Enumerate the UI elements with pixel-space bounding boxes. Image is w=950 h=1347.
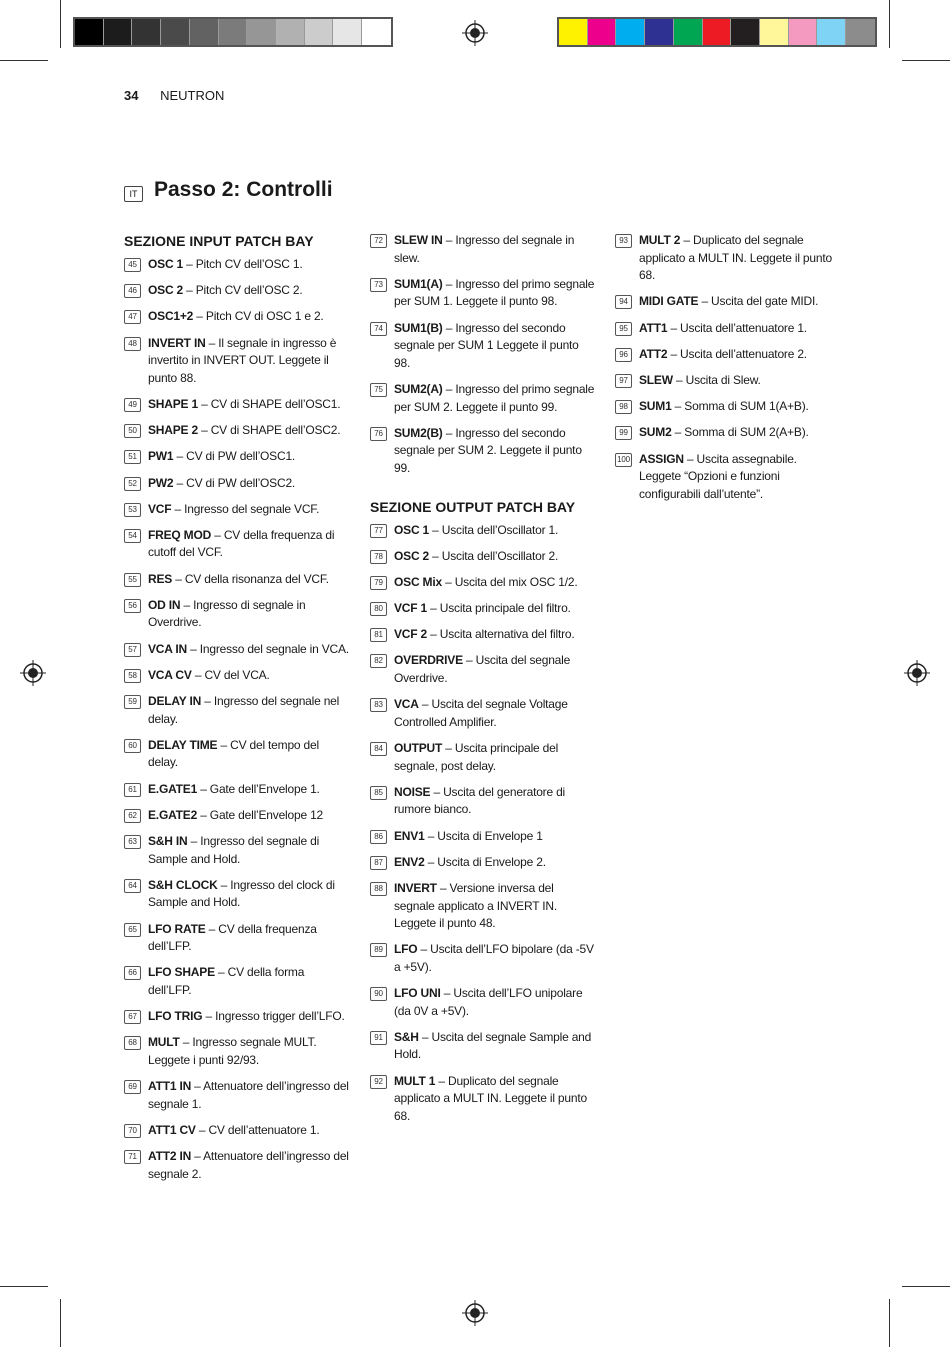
list-item (124, 807, 350, 825)
item-number-badge: 47 (124, 310, 141, 324)
item-number-badge: 51 (124, 450, 141, 464)
item-description: – CV della frequenza di cutoff del VCF. (148, 527, 335, 560)
list-item (124, 396, 350, 414)
list-item (370, 784, 596, 819)
item-number-badge: 95 (615, 322, 632, 336)
list-item (124, 737, 350, 772)
item-number-badge: 58 (124, 669, 141, 683)
color-swatch (789, 19, 818, 45)
color-swatch (559, 19, 588, 45)
list-item (124, 1122, 350, 1140)
item-term: ATT1 CV (148, 1122, 196, 1137)
item-description: – Ingresso del secondo segnale per SUM 2. Leggete il punto 99. (394, 425, 582, 475)
list-item (615, 320, 835, 338)
crop-mark (889, 1299, 890, 1347)
item-term: VCA CV (148, 667, 192, 682)
output-entry-list-cont (615, 232, 835, 503)
item-description: – Ingresso del primo segnale per SUM 2. Leggete il punto 99. (394, 381, 595, 414)
item-term: VCF 1 (394, 601, 428, 616)
item-number-badge: 72 (370, 234, 387, 248)
item-description: – CV del tempo del delay. (148, 737, 319, 770)
item-number-badge: 71 (124, 1150, 141, 1164)
registration-mark-icon (20, 660, 46, 686)
item-term: OSC1+2 (148, 309, 194, 324)
item-number-badge: 53 (124, 503, 141, 517)
list-item (370, 548, 596, 566)
item-term: OSC Mix (394, 574, 442, 589)
item-term: PW2 (148, 475, 174, 490)
item-description: – CV di SHAPE dell’OSC1. (197, 396, 341, 411)
color-swatch (588, 19, 617, 45)
crop-mark (889, 0, 890, 48)
item-term: SHAPE 1 (148, 396, 198, 411)
color-swatch (276, 19, 305, 45)
list-item (124, 1078, 350, 1113)
item-number-badge: 55 (124, 573, 141, 587)
item-description: – CV di SHAPE dell’OSC2. (197, 423, 341, 438)
item-term: LFO (394, 942, 418, 957)
item-term: OSC 2 (394, 548, 430, 563)
column-1 (124, 232, 350, 1192)
item-term: ENV1 (394, 828, 425, 843)
item-term: RES (148, 571, 173, 586)
list-item (370, 381, 596, 416)
item-term: S&H (394, 1029, 419, 1044)
item-description: – Uscita dell’LFO unipolare (da 0V a +5V). (394, 986, 583, 1018)
crop-mark (902, 60, 950, 61)
list-item (124, 641, 350, 659)
item-term: ATT2 IN (148, 1149, 192, 1163)
item-description: – Ingresso di segnale in Overdrive. (148, 597, 306, 630)
item-description: – Ingresso del primo segnale per SUM 1. Leggete il punto 98. (394, 276, 595, 309)
list-item (124, 1008, 350, 1026)
item-description: – Ingresso del segnale VCF. (171, 501, 320, 516)
list-item (615, 424, 835, 442)
list-item (370, 740, 596, 775)
list-item (124, 781, 350, 799)
color-swatch (846, 19, 875, 45)
item-description: – Pitch CV dell’OSC 1. (183, 257, 303, 271)
list-item (124, 964, 350, 999)
item-number-badge: 97 (615, 374, 632, 388)
item-description: – Versione inversa del segnale applicato a INVERT IN. Leggete il punto 48. (394, 880, 557, 931)
item-term: ASSIGN (639, 451, 684, 466)
item-description: – CV dell’attenuatore 1. (195, 1122, 320, 1137)
item-term: PW1 (148, 449, 174, 464)
list-item (124, 422, 350, 440)
color-swatch (247, 19, 276, 45)
item-number-badge: 80 (370, 602, 387, 616)
item-number-badge: 48 (124, 337, 141, 351)
item-term: ATT1 IN (148, 1079, 192, 1094)
item-term: ATT1 (639, 320, 668, 335)
item-number-badge: 45 (124, 258, 141, 272)
item-number-badge: 75 (370, 383, 387, 397)
list-item (370, 425, 596, 478)
item-term: OSC 2 (148, 283, 184, 298)
item-description: – Uscita dell’attenuatore 2. (667, 346, 807, 361)
item-description: – Attenuatore dell’ingresso del segnale 2. (148, 1149, 349, 1181)
list-item (124, 527, 350, 562)
item-term: SUM2(A) (394, 381, 443, 396)
item-description: – Uscita dell’LFO bipolare (da -5V a +5V). (394, 942, 594, 974)
item-term: SUM2 (639, 425, 672, 440)
list-item (124, 256, 350, 274)
item-description: – Uscita del gate MIDI. (698, 294, 819, 309)
crop-mark (60, 0, 61, 48)
color-swatch (362, 19, 391, 45)
list-item (370, 985, 596, 1020)
item-number-badge: 78 (370, 550, 387, 564)
item-term: OSC 1 (394, 522, 430, 537)
color-swatch (645, 19, 674, 45)
item-description: – Pitch CV di OSC 1 e 2. (193, 309, 324, 324)
item-number-badge: 83 (370, 698, 387, 712)
item-number-badge: 63 (124, 835, 141, 849)
list-item (370, 696, 596, 731)
item-term: ATT2 (639, 346, 668, 361)
item-number-badge: 74 (370, 322, 387, 336)
item-number-badge: 67 (124, 1010, 141, 1024)
item-description: – Uscita del segnale Sample and Hold. (394, 1029, 592, 1062)
item-description: – Ingresso segnale MULT. Leggete i punti 92/93. (148, 1035, 317, 1067)
color-swatch (616, 19, 645, 45)
item-number-badge: 62 (124, 809, 141, 823)
item-number-badge: 96 (615, 348, 632, 362)
item-number-badge: 59 (124, 695, 141, 709)
list-item (124, 448, 350, 466)
item-description: – Uscita del segnale Overdrive. (394, 653, 571, 686)
list-item (370, 941, 596, 976)
list-item (124, 1034, 350, 1069)
item-term: OD IN (148, 597, 181, 612)
page-number: 34 (124, 88, 139, 103)
color-swatch (333, 19, 362, 45)
item-number-badge: 66 (124, 966, 141, 980)
item-number-badge: 49 (124, 398, 141, 412)
item-number-badge: 64 (124, 879, 141, 893)
item-term: LFO RATE (148, 921, 206, 936)
item-term: NOISE (394, 784, 431, 799)
item-term: MULT 2 (639, 233, 681, 247)
item-number-badge: 99 (615, 426, 632, 440)
item-number-badge: 56 (124, 599, 141, 613)
item-description: – Uscita principale del filtro. (427, 601, 571, 616)
item-number-badge: 85 (370, 786, 387, 800)
color-swatch (731, 19, 760, 45)
item-description: – Uscita dell’attenuatore 1. (667, 320, 807, 335)
item-number-badge: 93 (615, 234, 632, 248)
item-term: INVERT (394, 880, 437, 895)
item-term: OUTPUT (394, 741, 443, 755)
list-item (615, 451, 835, 504)
item-term: INVERT IN (148, 335, 206, 350)
item-description: – Ingresso trigger dell’LFO. (202, 1009, 345, 1024)
item-term: SUM1(B) (394, 320, 443, 335)
item-number-badge: 92 (370, 1075, 387, 1089)
color-swatch (817, 19, 846, 45)
item-number-badge: 57 (124, 643, 141, 657)
input-entry-list (124, 256, 350, 1183)
item-term: E.GATE1 (148, 781, 198, 796)
item-number-badge: 70 (124, 1124, 141, 1138)
item-number-badge: 88 (370, 882, 387, 896)
list-item (370, 828, 596, 846)
item-description: – Ingresso del secondo segnale per SUM 1 Leggete il punto 98. (394, 320, 579, 370)
list-item (615, 232, 835, 285)
item-description: – CV della risonanza del VCF. (172, 571, 329, 586)
item-term: OSC 1 (148, 257, 184, 271)
page-title: Passo 2: Controlli (154, 178, 333, 201)
item-number-badge: 46 (124, 284, 141, 298)
item-number-badge: 73 (370, 278, 387, 292)
list-item (615, 372, 835, 390)
item-term: ENV2 (394, 854, 425, 869)
item-description: – CV di PW dell’OSC1. (173, 449, 296, 464)
item-term: VCA IN (148, 641, 188, 656)
list-item (124, 501, 350, 519)
list-item (124, 308, 350, 326)
item-term: MULT (148, 1035, 180, 1050)
output-entry-list (370, 522, 596, 1126)
item-term: OVERDRIVE (394, 653, 463, 668)
list-item (370, 276, 596, 311)
item-description: – Uscita assegnabile. Leggete “Opzioni e funzioni configurabili dall’utente”. (639, 451, 797, 501)
product-name: NEUTRON (160, 88, 225, 103)
item-description: – Uscita del generatore di rumore bianco. (394, 784, 566, 817)
registration-mark-icon (904, 660, 930, 686)
list-item (370, 626, 596, 644)
item-number-badge: 54 (124, 529, 141, 543)
language-badge: IT (124, 186, 143, 202)
item-number-badge: 79 (370, 576, 387, 590)
item-number-badge: 52 (124, 477, 141, 491)
item-description: – CV di PW dell’OSC2. (173, 475, 296, 490)
item-number-badge: 98 (615, 400, 632, 414)
item-number-badge: 86 (370, 830, 387, 844)
list-item (370, 232, 596, 267)
item-number-badge: 50 (124, 424, 141, 438)
item-description: – Somma di SUM 1(A+B). (671, 399, 809, 414)
item-term: SUM1 (639, 399, 672, 414)
list-item (124, 877, 350, 912)
item-description: – Ingresso del segnale nel delay. (148, 694, 340, 726)
list-item (124, 1148, 350, 1183)
list-item (124, 475, 350, 493)
item-description: – Il segnale in ingresso è invertito in INVERT OUT. Leggete il punto 88. (148, 335, 337, 385)
list-item (370, 854, 596, 872)
item-description: – Duplicato del segnale applicato a MULT IN. Leggete il punto 68. (394, 1073, 587, 1123)
item-number-badge: 84 (370, 742, 387, 756)
item-term: FREQ MOD (148, 527, 212, 542)
list-item (124, 667, 350, 685)
item-number-badge: 81 (370, 628, 387, 642)
item-description: – Ingresso del segnale in slew. (394, 233, 575, 265)
list-item (370, 1073, 596, 1126)
item-description: – Uscita dell’Oscillator 1. (429, 522, 559, 537)
item-description: – Uscita principale del segnale, post delay. (394, 741, 559, 773)
item-description: – Duplicato del segnale applicato a MULT IN. Leggete il punto 68. (639, 233, 832, 283)
item-description: – Pitch CV dell’OSC 2. (183, 283, 303, 298)
list-item (370, 522, 596, 540)
list-item (370, 880, 596, 933)
item-description: – Gate dell’Envelope 1. (197, 781, 320, 796)
color-swatch (75, 19, 104, 45)
column-3 (615, 232, 835, 512)
output-section-title: SEZIONE OUTPUT PATCH BAY (370, 498, 576, 515)
list-item (370, 574, 596, 592)
list-item (370, 652, 596, 687)
item-number-badge: 90 (370, 987, 387, 1001)
item-term: MULT 1 (394, 1073, 436, 1088)
item-term: S&H IN (148, 833, 188, 848)
item-number-badge: 87 (370, 856, 387, 870)
list-item (124, 833, 350, 868)
list-item (615, 293, 835, 311)
item-term: MIDI GATE (639, 294, 699, 309)
item-term: SUM2(B) (394, 425, 443, 440)
list-item (124, 693, 350, 728)
color-swatch (760, 19, 789, 45)
item-description: – Gate dell’Envelope 12 (197, 807, 324, 822)
item-number-badge: 69 (124, 1080, 141, 1094)
item-number-badge: 91 (370, 1031, 387, 1045)
item-number-badge: 100 (615, 453, 632, 467)
color-swatch (674, 19, 703, 45)
item-number-badge: 65 (124, 923, 141, 937)
item-description: – Uscita dell’Oscillator 2. (429, 548, 559, 563)
process-color-bar (557, 17, 877, 47)
color-swatch (104, 19, 133, 45)
item-term: VCA (394, 697, 419, 712)
input-entry-list-cont (370, 232, 596, 478)
item-description: – Somma di SUM 2(A+B). (671, 425, 809, 440)
item-term: VCF 2 (394, 627, 428, 642)
color-swatch (703, 19, 732, 45)
item-description: – CV del VCA. (191, 667, 270, 682)
registration-mark-icon (462, 20, 488, 46)
color-swatch (132, 19, 161, 45)
item-term: LFO UNI (394, 986, 441, 1001)
item-description: – CV della frequenza dell’LFP. (148, 921, 317, 954)
item-term: S&H CLOCK (148, 877, 218, 892)
item-description: – Ingresso del clock di Sample and Hold. (148, 877, 335, 910)
list-item (124, 282, 350, 300)
item-number-badge: 89 (370, 943, 387, 957)
item-number-badge: 77 (370, 524, 387, 538)
color-swatch (305, 19, 334, 45)
item-description: – Uscita di Envelope 2. (424, 854, 546, 869)
item-term: DELAY IN (148, 694, 202, 708)
grayscale-color-bar (73, 17, 393, 47)
list-item (370, 1029, 596, 1064)
item-term: SUM1(A) (394, 276, 443, 291)
item-description: – Uscita di Slew. (672, 372, 761, 387)
crop-mark (0, 1286, 48, 1287)
item-description: – Ingresso del segnale di Sample and Hold. (148, 833, 320, 866)
crop-mark (0, 60, 48, 61)
item-description: – Uscita del segnale Voltage Controlled Amplifier. (394, 697, 568, 729)
item-number-badge: 94 (615, 295, 632, 309)
column-2 (370, 232, 596, 1134)
item-term: E.GATE2 (148, 807, 198, 822)
item-number-badge: 76 (370, 427, 387, 441)
item-term: SLEW IN (394, 233, 443, 247)
color-swatch (190, 19, 219, 45)
item-number-badge: 61 (124, 783, 141, 797)
page-header (124, 88, 224, 103)
item-description: – Uscita di Envelope 1 (424, 828, 543, 843)
item-description: – Ingresso del segnale in VCA. (187, 641, 349, 656)
item-term: SHAPE 2 (148, 423, 198, 438)
list-item (370, 320, 596, 373)
list-item (124, 335, 350, 388)
list-item (124, 921, 350, 956)
item-term: DELAY TIME (148, 737, 218, 752)
color-swatch (161, 19, 190, 45)
item-description: – Uscita del mix OSC 1/2. (441, 574, 578, 589)
input-section-title: SEZIONE INPUT PATCH BAY (124, 233, 314, 249)
item-description: – Attenuatore dell’ingresso del segnale 1. (148, 1079, 349, 1111)
item-number-badge: 68 (124, 1036, 141, 1050)
item-description: – Uscita alternativa del filtro. (427, 627, 575, 642)
item-number-badge: 60 (124, 739, 141, 753)
item-term: SLEW (639, 372, 673, 387)
list-item (615, 346, 835, 364)
list-item (124, 597, 350, 632)
item-term: LFO TRIG (148, 1009, 203, 1024)
registration-mark-icon (462, 1300, 488, 1326)
list-item (370, 600, 596, 618)
item-description: – CV della forma dell’LFP. (148, 965, 305, 997)
item-term: LFO SHAPE (148, 965, 215, 980)
crop-mark (902, 1286, 950, 1287)
list-item (124, 571, 350, 589)
list-item (615, 398, 835, 416)
crop-mark (60, 1299, 61, 1347)
item-term: VCF (148, 501, 172, 516)
color-swatch (219, 19, 248, 45)
item-number-badge: 82 (370, 654, 387, 668)
